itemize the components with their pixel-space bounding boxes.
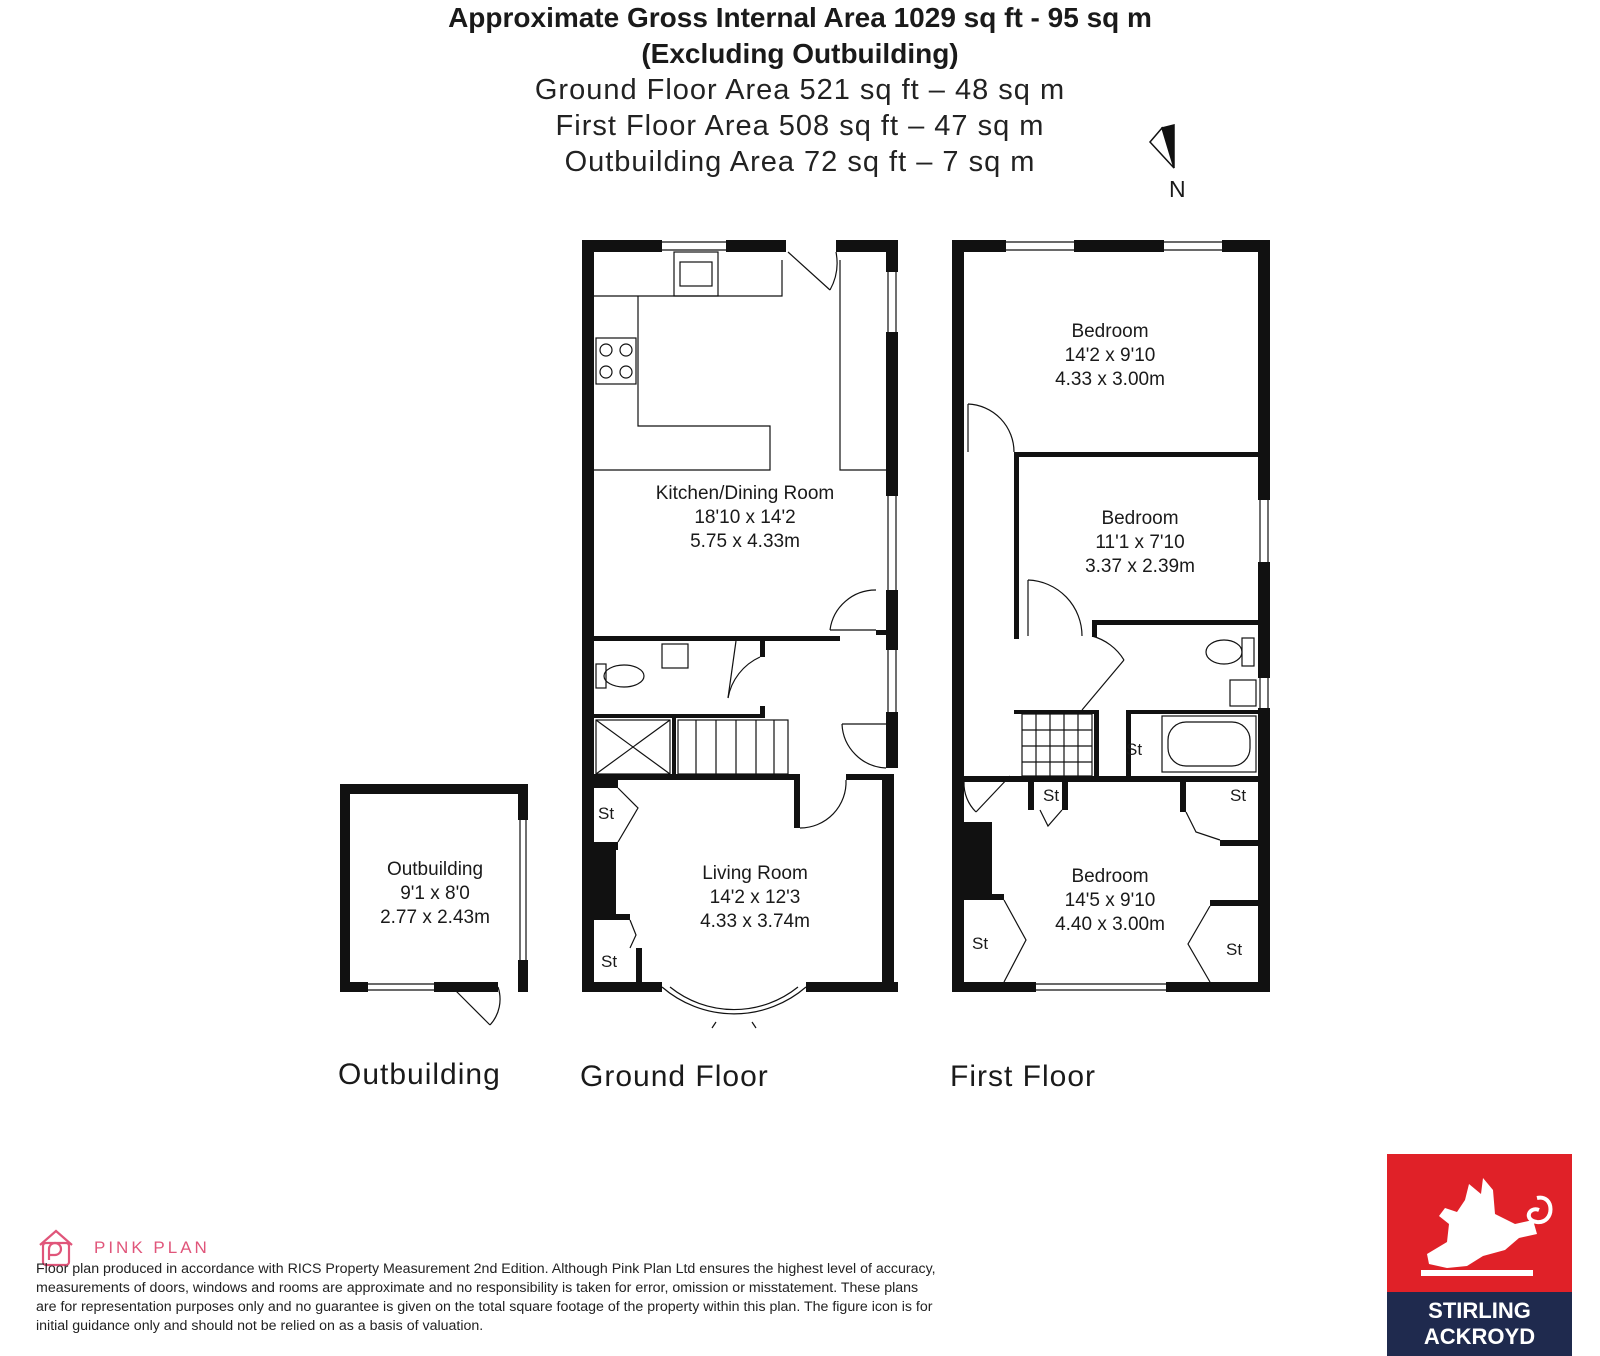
storage-label: St — [1043, 786, 1060, 805]
room-name: Outbuilding — [386, 859, 484, 880]
north-arrow-icon — [1150, 125, 1174, 168]
room-metric: 4.33 x 3.00m — [1055, 369, 1165, 390]
room-metric: 4.33 x 3.74m — [700, 911, 810, 932]
room-name: Bedroom — [1071, 866, 1149, 887]
excluding-note: (Excluding Outbuilding) — [641, 38, 959, 69]
pink-plan-brand: PINK PLAN — [94, 1238, 210, 1257]
storage-label: St — [1126, 740, 1143, 759]
room-imperial: 11'1 x 7'10 — [1095, 532, 1185, 553]
compass-label: N — [1169, 176, 1186, 202]
room-imperial: 18'10 x 14'2 — [694, 507, 796, 528]
outbuilding-title: Outbuilding — [338, 1058, 501, 1091]
stirling-ackroyd-logo — [1387, 1154, 1572, 1356]
logo-navy-panel — [1387, 1292, 1572, 1356]
storage-label: St — [598, 804, 615, 823]
logo-red-panel — [1387, 1154, 1572, 1292]
ground-floor-area: Ground Floor Area 521 sq ft – 48 sq m — [534, 74, 1066, 106]
room-imperial: 14'2 x 9'10 — [1064, 345, 1156, 366]
room-metric: 5.75 x 4.33m — [690, 531, 800, 552]
landing-stairs — [1022, 714, 1092, 776]
kitchen-units — [594, 252, 886, 470]
bedroom-3-label — [990, 865, 1230, 937]
ground-floor-windows — [662, 242, 896, 712]
outbuilding-door — [452, 987, 500, 1025]
kitchen-label — [610, 482, 880, 554]
room-name: Bedroom — [1101, 508, 1179, 529]
storage-label: St — [1230, 786, 1247, 805]
storage-label: St — [972, 934, 989, 953]
ground-floor-title: Ground Floor — [580, 1060, 769, 1093]
outbuilding-label — [350, 858, 520, 930]
ground-floor-doors — [618, 252, 886, 948]
room-name: Living Room — [702, 863, 808, 884]
bay-window — [662, 987, 806, 1028]
room-imperial: 9'1 x 8'0 — [400, 883, 470, 904]
bathroom-fittings — [1162, 638, 1256, 772]
room-name: Bedroom — [1071, 321, 1149, 342]
room-metric: 3.37 x 2.39m — [1085, 556, 1195, 577]
living-room-label — [630, 862, 880, 934]
bedroom-2-label — [1020, 507, 1260, 579]
room-metric: 4.40 x 3.00m — [1055, 914, 1165, 935]
first-floor-area: First Floor Area 508 sq ft – 47 sq m — [555, 110, 1045, 142]
outbuilding-area: Outbuilding Area 72 sq ft – 7 sq m — [564, 146, 1036, 178]
agent-name-line1: STIRLING — [1428, 1298, 1531, 1323]
storage-label: St — [601, 952, 618, 971]
room-name: Kitchen/Dining Room — [655, 483, 835, 504]
room-imperial: 14'5 x 9'10 — [1064, 890, 1156, 911]
bedroom-1-label — [990, 320, 1230, 392]
wc-shower-stairs — [596, 644, 788, 774]
griffin-icon — [1387, 1154, 1572, 1292]
first-floor-title: First Floor — [950, 1060, 1096, 1093]
gross-area-title: Approximate Gross Internal Area 1029 sq ft - 95 sq m — [448, 2, 1152, 33]
room-metric: 2.77 x 2.43m — [380, 907, 490, 928]
agent-name-line2: ACKROYD — [1423, 1324, 1536, 1349]
storage-label: St — [1226, 940, 1243, 959]
disclaimer: Floor plan produced in accordance with RICS Property Measurement 2nd Edition. Although Pink Plan Ltd ensures the highest level of accuracy, measurements of doors, windows and rooms are approximate and no responsibility is taken for error, omission or misstatement. These plans are for representation purposes only and no guarantee is given on the total square footage of the property within this plan. The figure icon is for initial guidance only and should not be relied on as a basis of valuation. — [36, 1261, 936, 1334]
room-imperial: 14'2 x 12'3 — [709, 887, 801, 908]
